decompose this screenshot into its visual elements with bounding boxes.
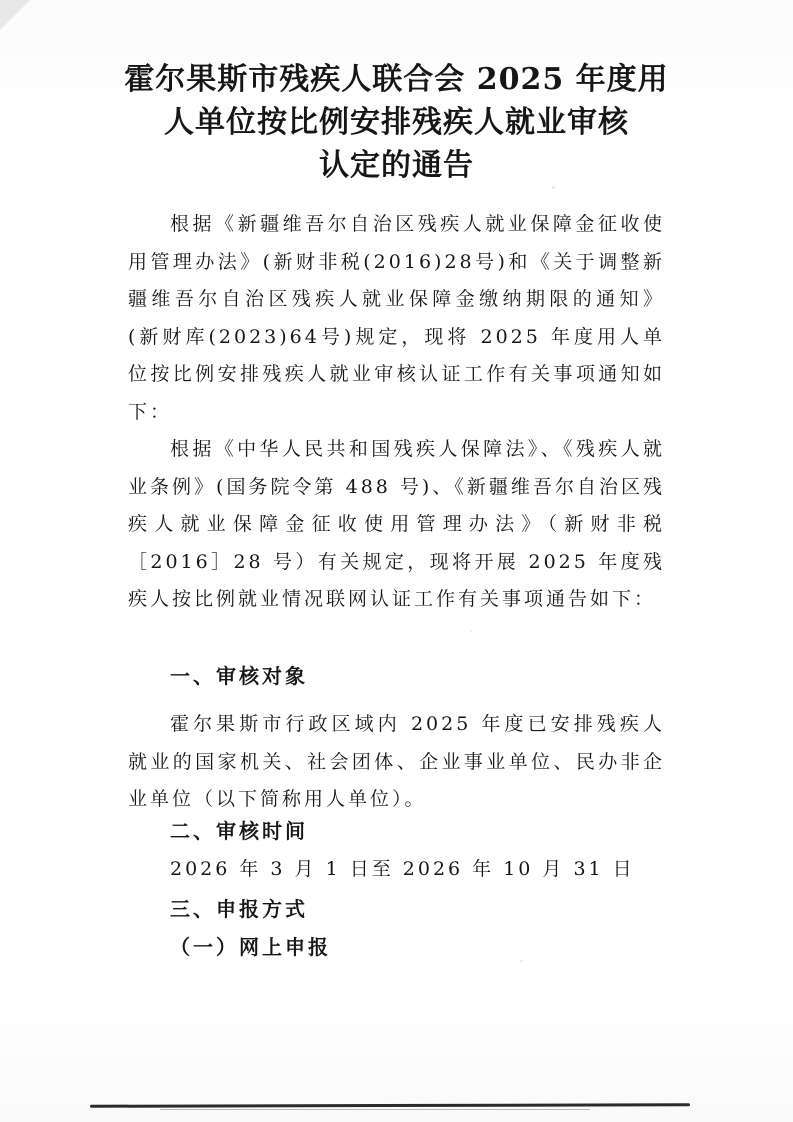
- title-line-2: 人单位按比例安排残疾人就业审核: [164, 105, 629, 140]
- scan-speckle: [470, 630, 472, 632]
- section-heading-audit-time: 二、审核时间: [170, 819, 308, 843]
- title-line-1: 霍尔果斯市残疾人联合会 2025 年度用: [124, 62, 669, 97]
- scan-speckle: [520, 960, 523, 962]
- intro-paragraph-1: 根据《新疆维吾尔自治区残疾人就业保障金征收使用管理办法》(新财非税(2016)28号)和《关于调整新疆维吾尔自治区残疾人就业保障金缴纳期限的通知》(新财库(2023)64号)规定，现将 2025 年度用人单位按比例安排残疾人就业审核认证工作有关事项通知如下：: [128, 213, 665, 423]
- page-bottom-rule: [90, 1103, 690, 1108]
- subsection-heading-online-declaration: （一）网上申报: [170, 935, 331, 959]
- section-body-audit-time: 2026 年 3 月 1 日至 2026 年 10 月 31 日: [170, 858, 635, 880]
- title-line-3: 认定的通告: [319, 148, 474, 183]
- section-heading-declaration-method: 三、申报方式: [170, 897, 308, 921]
- document-title: [60, 58, 733, 187]
- page-bottom-rule-shadow: [160, 1109, 590, 1110]
- section-body-audit-target: 霍尔果斯市行政区域内 2025 年度已安排残疾人就业的国家机关、社会团体、企业事业单位、民办非企业单位（以下简称用人单位）。: [128, 713, 665, 810]
- section-heading-audit-target: 一、审核对象: [170, 664, 308, 688]
- page-corner-fold: [0, 0, 30, 30]
- intro-paragraph-2: 根据《中华人民共和国残疾人保障法》、《残疾人就业条例》(国务院令第 488 号)、《新疆维吾尔自治区残疾人就业保障金征收使用管理办法》（新财非税［2016］28 号）有关规定，现将开展 2025 年度残疾人按比例就业情况联网认证工作有关事项通告如下：: [128, 438, 665, 610]
